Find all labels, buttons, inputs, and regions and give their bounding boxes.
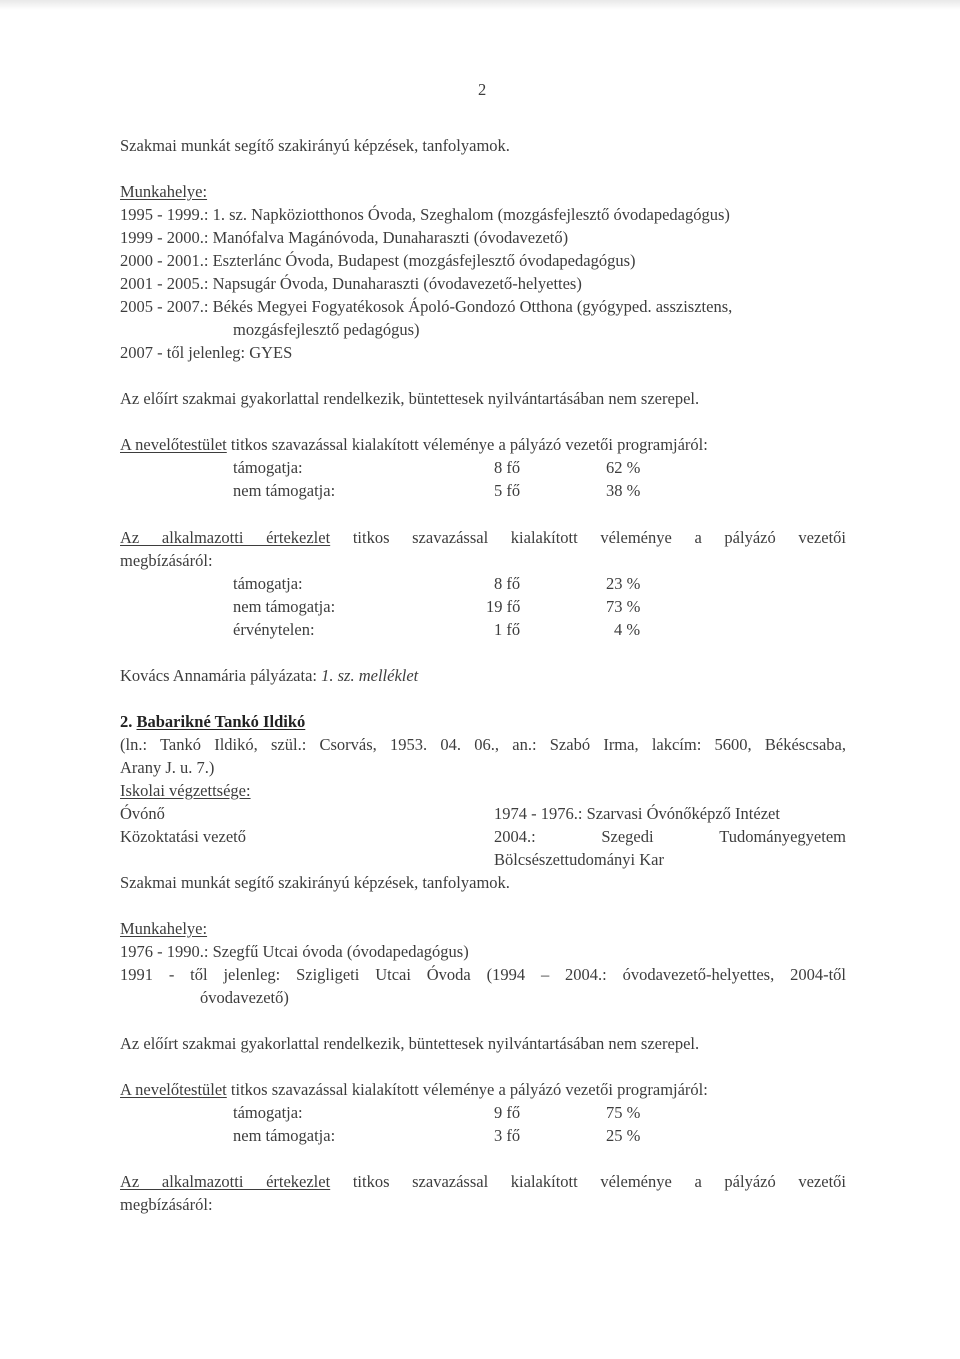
education-info	[494, 827, 846, 847]
vote-percent: 73 %	[606, 597, 641, 616]
staff-vote-title	[120, 1080, 708, 1100]
vote-label: támogatja:	[233, 574, 303, 593]
staff-vote-title-rest: titkos szavazással kialakított véleménye a pályázó vezetői programjáról:	[226, 435, 708, 454]
job-line-continuation: óvodavezető)	[200, 988, 289, 1007]
vote-percent: 38 %	[606, 481, 641, 500]
attachment-line	[120, 666, 418, 686]
vote-count: 1 fő	[494, 620, 521, 639]
education-info-year: 2004.:	[494, 827, 536, 846]
job-line: 2000 - 2001.: Eszterlánc Óvoda, Budapest (mozgásfejlesztő óvodapedagógus)	[120, 251, 636, 270]
vote-label: nem támogatja:	[233, 1126, 336, 1145]
practice-statement: Az előírt szakmai gyakorlattal rendelkezik, büntettesek nyilvántartásában nem szerepel.	[120, 1034, 700, 1053]
scan-edge	[0, 0, 960, 10]
workplace-label: Munkahelye:	[120, 919, 208, 938]
job-line: 1999 - 2000.: Manófalva Magánóvoda, Dunaharaszti (óvodavezető)	[120, 228, 569, 247]
vote-percent: 75 %	[606, 1103, 641, 1122]
candidate-heading	[120, 712, 305, 732]
candidate-details-line2: Arany J. u. 7.)	[120, 758, 215, 777]
job-line: 1995 - 1999.: 1. sz. Napköziotthonos Óvoda, Szeghalom (mozgásfejlesztő óvodapedagógus)	[120, 205, 730, 224]
page-number: 2	[478, 80, 487, 99]
workplace-label: Munkahelye:	[120, 182, 208, 201]
staff-vote-title-underlined: A nevelőtestület	[120, 1080, 227, 1099]
education-degree: Közoktatási vezető	[120, 827, 246, 846]
vote-count: 9 fő	[494, 1103, 521, 1122]
education-info-city: Szegedi	[601, 827, 654, 846]
vote-label: érvénytelen:	[233, 620, 315, 639]
employee-vote-title	[120, 1172, 846, 1192]
vote-count: 5 fő	[494, 481, 521, 500]
vote-count: 8 fő	[494, 458, 521, 477]
candidate-details: (ln.: Tankó Ildikó, szül.: Csorvás, 1953. 04. 06., an.: Szabó Irma, lakcím: 5600, Békéscsaba,	[120, 735, 846, 754]
attachment-prefix: Kovács Annamária pályázata:	[120, 666, 322, 685]
vote-percent: 25 %	[606, 1126, 641, 1145]
job-line-continuation: mozgásfejlesztő pedagógus)	[233, 320, 420, 339]
employee-vote-title	[120, 528, 846, 548]
employee-vote-title-rest: titkos szavazással kialakított véleménye a pályázó vezetői	[330, 528, 846, 547]
education-degree: Óvónő	[120, 804, 165, 823]
vote-label: támogatja:	[233, 1103, 303, 1122]
vote-count: 19 fő	[486, 597, 521, 616]
staff-vote-title	[120, 435, 708, 455]
employee-vote-title-line2: megbízásáról:	[120, 551, 213, 570]
employee-vote-title-line2: megbízásáról:	[120, 1195, 213, 1214]
job-line: 1991 - től jelenleg: Szigligeti Utcai Óvoda (1994 – 2004.: óvodavezető-helyettes, 2004-től	[120, 965, 846, 984]
vote-percent: 23 %	[606, 574, 641, 593]
staff-vote-title-rest: titkos szavazással kialakított véleménye a pályázó vezetői programjáról:	[226, 1080, 708, 1099]
staff-vote-title-underlined: A nevelőtestület	[120, 435, 227, 454]
education-label: Iskolai végzettsége:	[120, 781, 251, 800]
vote-percent: 4 %	[614, 620, 641, 639]
job-line: 2007 - től jelenleg: GYES	[120, 343, 293, 362]
employee-vote-title-rest: titkos szavazással kialakított véleménye a pályázó vezetői	[330, 1172, 846, 1191]
vote-percent: 62 %	[606, 458, 641, 477]
job-line: 2001 - 2005.: Napsugár Óvoda, Dunaharaszti (óvodavezető-helyettes)	[120, 274, 582, 293]
vote-count: 8 fő	[494, 574, 521, 593]
employee-vote-title-underlined: Az alkalmazotti értekezlet	[120, 1172, 331, 1191]
education-info-institution: Tudományegyetem	[719, 827, 846, 846]
job-line: 1976 - 1990.: Szegfű Utcai óvoda (óvodapedagógus)	[120, 942, 469, 961]
practice-statement: Az előírt szakmai gyakorlattal rendelkezik, büntettesek nyilvántartásában nem szerepel.	[120, 389, 700, 408]
employee-vote-title-underlined: Az alkalmazotti értekezlet	[120, 528, 331, 547]
job-line: 2005 - 2007.: Békés Megyei Fogyatékosok Ápoló-Gondozó Otthona (gyógyped. asszisztens,	[120, 297, 733, 316]
vote-label: nem támogatja:	[233, 597, 336, 616]
vote-label: nem támogatja:	[233, 481, 336, 500]
candidate-number: 2.	[120, 712, 137, 731]
vote-label: támogatja:	[233, 458, 303, 477]
candidate-name: Babarikné Tankó Ildikó	[136, 712, 306, 731]
attachment-reference: 1. sz. melléklet	[321, 666, 419, 685]
vote-count: 3 fő	[494, 1126, 521, 1145]
training-line: Szakmai munkát segítő szakirányú képzések, tanfolyamok.	[120, 873, 510, 892]
training-line: Szakmai munkát segítő szakirányú képzések, tanfolyamok.	[120, 136, 510, 155]
education-info: 1974 - 1976.: Szarvasi Óvónőképző Intézet	[494, 804, 780, 823]
education-info-line2: Bölcsészettudományi Kar	[494, 850, 664, 869]
